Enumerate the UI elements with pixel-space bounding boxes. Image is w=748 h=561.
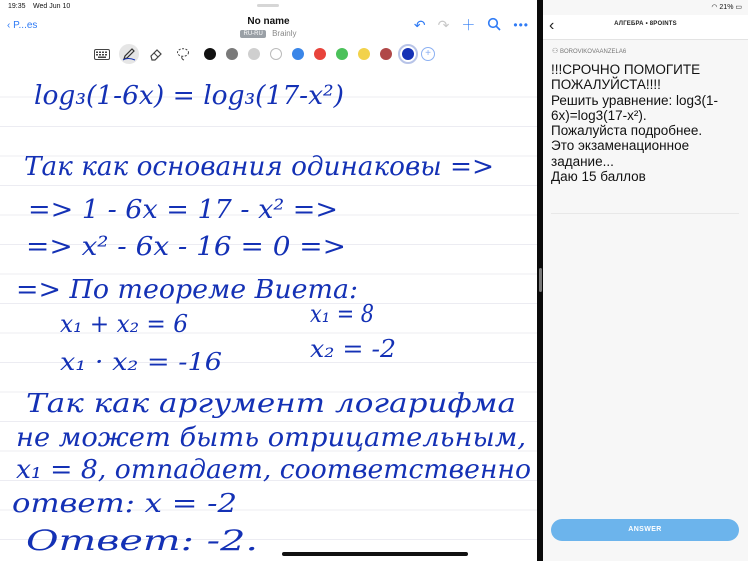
pen-icon[interactable]	[119, 44, 139, 64]
color-swatch-9[interactable]	[380, 48, 392, 60]
user-icon: ⚇	[552, 48, 559, 55]
ink-line-10: Так как аргумент логарифма	[26, 389, 516, 419]
battery-icon: ▭	[735, 4, 742, 11]
color-swatch-1[interactable]	[204, 48, 216, 60]
chevron-left-icon: ‹	[7, 20, 11, 31]
handwriting-ink	[0, 68, 537, 561]
ink-line-3: => 1 - 6x = 17 - x² =>	[28, 195, 338, 225]
color-swatch-5[interactable]	[292, 48, 304, 60]
undo-icon[interactable]: ↶	[413, 17, 426, 33]
note-source: Brainly	[272, 29, 297, 38]
author-name: BOROVIKOVAANZELA6	[559, 49, 627, 55]
writing-canvas[interactable]	[0, 68, 537, 561]
chevron-left-icon[interactable]: ‹	[549, 17, 555, 34]
brainly-panel	[543, 0, 748, 561]
ink-line-5: => По теореме Виета:	[16, 275, 358, 305]
ink-line-6: x₁ + x₂ = 6	[60, 310, 188, 338]
status-date: Wed Jun 10	[33, 3, 71, 10]
add-color-button[interactable]: +	[421, 47, 435, 61]
brainly-header	[543, 15, 748, 40]
wifi-icon: ◠	[711, 4, 718, 11]
ink-line-11: не может быть отрицательным,	[16, 423, 526, 453]
color-swatch-4[interactable]	[270, 48, 282, 60]
question-author[interactable]	[552, 47, 626, 55]
multitasking-handle[interactable]	[257, 4, 279, 7]
language-badge: RU-RU	[240, 30, 265, 38]
color-swatch-7[interactable]	[336, 48, 348, 60]
plus-icon[interactable]: ＋	[461, 17, 476, 33]
drawing-toolbar	[92, 43, 435, 65]
eraser-icon[interactable]	[146, 44, 166, 64]
ink-line-7: x₁ · x₂ = -16	[60, 348, 222, 376]
ink-line-14: Ответ: -2.	[26, 524, 258, 557]
ink-line-4: => x² - 6x - 16 = 0 =>	[26, 232, 346, 262]
back-label: P...es	[13, 20, 38, 31]
battery-percent: 21%	[719, 4, 734, 11]
status-time: 19:35	[8, 3, 26, 10]
color-swatch-6[interactable]	[314, 48, 326, 60]
color-swatch-10[interactable]	[402, 48, 414, 60]
color-swatch-8[interactable]	[358, 48, 370, 60]
color-swatch-2[interactable]	[226, 48, 238, 60]
split-view-grip[interactable]	[539, 268, 542, 292]
color-swatches	[204, 48, 414, 60]
ink-line-9: x₂ = -2	[310, 335, 396, 363]
ink-line-2: Так как основания одинаковы =>	[24, 152, 494, 182]
ink-line-1a: log₃(1-6x) = log₃(17-x²)	[34, 81, 344, 111]
more-icon[interactable]: •••	[513, 18, 529, 32]
color-swatch-3[interactable]	[248, 48, 260, 60]
ink-line-8: x₁ = 8	[310, 300, 374, 328]
note-title[interactable]: No name	[247, 16, 290, 27]
search-icon[interactable]	[487, 17, 501, 33]
redo-icon[interactable]: ↷	[437, 17, 450, 33]
subject-title: АЛГЕБРА • 8POINTS	[614, 21, 677, 27]
divider-line	[551, 213, 739, 214]
ink-line-12: x₁ = 8, отпадает, соответственно	[16, 455, 531, 485]
answer-button[interactable]: ANSWER	[551, 519, 739, 541]
question-text: !!!СРОЧНО ПОМОГИТЕ ПОЖАЛУЙСТА!!!! Решить уравнение: log3(1-6x)=log3(17-x²). Пожалуйста подробнее. Это экзаменационное задание... Даю 15 баллов	[551, 62, 719, 185]
lasso-icon[interactable]	[173, 44, 193, 64]
top-actions	[414, 17, 529, 33]
keyboard-icon[interactable]	[92, 44, 112, 64]
home-indicator	[282, 552, 468, 556]
ink-line-13: ответ: x = -2	[12, 489, 237, 519]
battery-status	[711, 3, 742, 11]
